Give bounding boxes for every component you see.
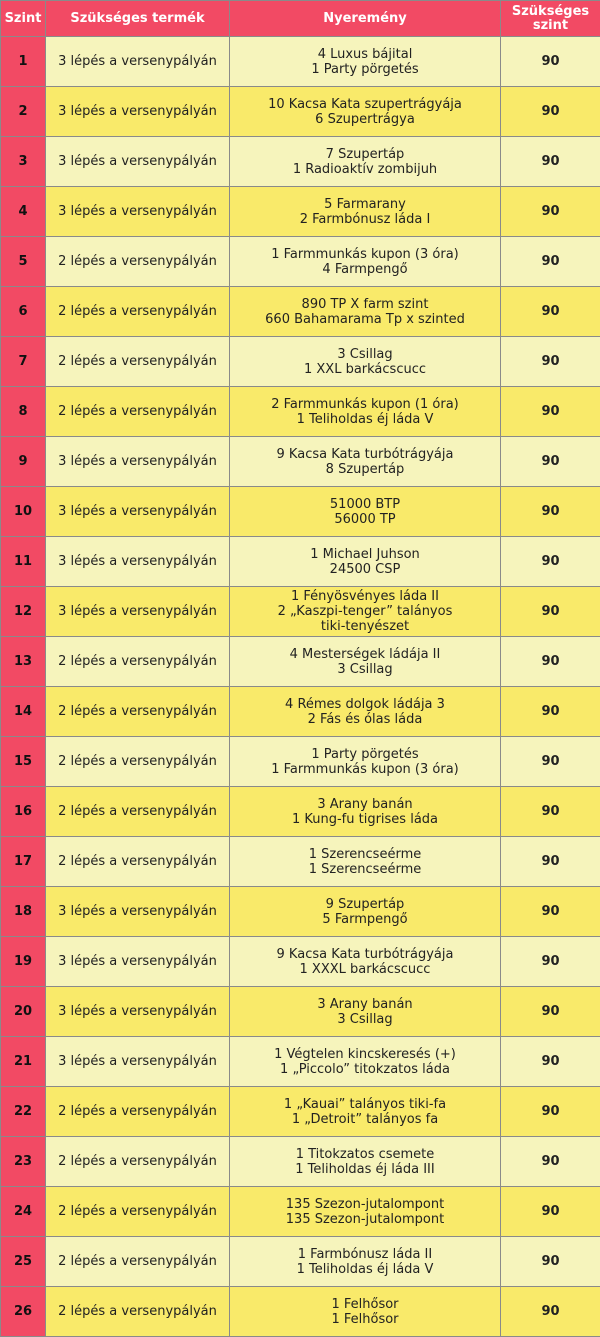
- nyeremeny-line: 3 Arany banán: [317, 996, 413, 1012]
- termek-cell: 2 lépés a versenypályán: [46, 787, 230, 837]
- nyeremeny-line: 51000 BTP: [329, 496, 401, 512]
- nyeremeny-line: 135 Szezon-jutalompont: [285, 1211, 445, 1227]
- nyeremeny-line: 2 Farmmunkás kupon (1 óra): [271, 396, 459, 412]
- nyeremeny-line: 8 Szupertáp: [325, 461, 405, 477]
- header-szukseges-szint-line: szint: [532, 17, 569, 33]
- szint-cell: 2: [1, 87, 46, 137]
- szukseges-szint-cell: 90: [501, 387, 600, 437]
- nyeremeny-line: 1 Szerencseérme: [308, 846, 422, 862]
- nyeremeny-cell: [230, 637, 501, 687]
- nyeremeny-line: 135 Szezon-jutalompont: [285, 1196, 445, 1212]
- table-row: [1, 787, 600, 837]
- szukseges-szint-cell: 90: [501, 787, 600, 837]
- header-nyeremeny: Nyeremény: [230, 1, 501, 37]
- szint-cell: 14: [1, 687, 46, 737]
- termek-cell: 2 lépés a versenypályán: [46, 1137, 230, 1187]
- table-row: [1, 637, 600, 687]
- nyeremeny-cell: [230, 987, 501, 1037]
- termek-cell: 2 lépés a versenypályán: [46, 637, 230, 687]
- szint-cell: 1: [1, 37, 46, 87]
- nyeremeny-line: 5 Farmarany: [324, 196, 406, 212]
- szint-cell: 8: [1, 387, 46, 437]
- table-row: [1, 987, 600, 1037]
- termek-cell: 3 lépés a versenypályán: [46, 437, 230, 487]
- nyeremeny-line: 4 Mesterségek ládája II: [289, 646, 441, 662]
- nyeremeny-line: 10 Kacsa Kata szupertrágyája: [268, 96, 462, 112]
- table-row: [1, 187, 600, 237]
- nyeremeny-cell: [230, 187, 501, 237]
- nyeremeny-line: 1 „Piccolo” titokzatos láda: [280, 1061, 450, 1077]
- table-row: [1, 287, 600, 337]
- table-row: [1, 1037, 600, 1087]
- nyeremeny-cell: [230, 87, 501, 137]
- nyeremeny-cell: [230, 1087, 501, 1137]
- termek-cell: 2 lépés a versenypályán: [46, 1187, 230, 1237]
- nyeremeny-cell: [230, 687, 501, 737]
- nyeremeny-line: 890 TP X farm szint: [301, 296, 429, 312]
- nyeremeny-line: 1 Farmbónusz láda II: [297, 1246, 433, 1262]
- szint-cell: 19: [1, 937, 46, 987]
- szukseges-szint-cell: 90: [501, 487, 600, 537]
- nyeremeny-line: 3 Arany banán: [317, 796, 413, 812]
- nyeremeny-line: 1 Szerencseérme: [308, 861, 422, 877]
- termek-cell: 3 lépés a versenypályán: [46, 87, 230, 137]
- table-row: [1, 887, 600, 937]
- szukseges-szint-cell: 90: [501, 187, 600, 237]
- nyeremeny-line: 5 Farmpengő: [322, 911, 408, 927]
- szukseges-szint-cell: 90: [501, 587, 600, 637]
- szukseges-szint-cell: 90: [501, 937, 600, 987]
- nyeremeny-cell: [230, 1237, 501, 1287]
- nyeremeny-cell: [230, 837, 501, 887]
- nyeremeny-line: 2 Farmbónusz láda I: [299, 211, 431, 227]
- nyeremeny-line: 4 Luxus bájital: [317, 46, 413, 62]
- nyeremeny-cell: [230, 1187, 501, 1237]
- header-termek: Szükséges termék: [46, 1, 230, 37]
- termek-cell: 3 lépés a versenypályán: [46, 887, 230, 937]
- termek-cell: 2 lépés a versenypályán: [46, 1237, 230, 1287]
- table-row: [1, 1187, 600, 1237]
- nyeremeny-cell: [230, 237, 501, 287]
- table-row: [1, 37, 600, 87]
- termek-cell: 2 lépés a versenypályán: [46, 387, 230, 437]
- szukseges-szint-cell: 90: [501, 1237, 600, 1287]
- nyeremeny-line: 1 Teliholdas éj láda III: [295, 1161, 435, 1177]
- termek-cell: 3 lépés a versenypályán: [46, 137, 230, 187]
- termek-cell: 3 lépés a versenypályán: [46, 537, 230, 587]
- termek-cell: 2 lépés a versenypályán: [46, 287, 230, 337]
- header-szint: Szint: [1, 1, 46, 37]
- szint-cell: 9: [1, 437, 46, 487]
- nyeremeny-cell: [230, 787, 501, 837]
- header-row: [1, 1, 600, 37]
- szukseges-szint-cell: 90: [501, 87, 600, 137]
- termek-cell: 2 lépés a versenypályán: [46, 1287, 230, 1337]
- nyeremeny-line: 1 Teliholdas éj láda V: [296, 1261, 434, 1277]
- szint-cell: 12: [1, 587, 46, 637]
- nyeremeny-line: 1 Felhősor: [331, 1311, 399, 1327]
- nyeremeny-line: 7 Szupertáp: [325, 146, 405, 162]
- table-row: [1, 587, 600, 637]
- table-row: [1, 537, 600, 587]
- nyeremeny-line: 1 Fényösvényes láda II: [291, 589, 439, 604]
- nyeremeny-cell: [230, 887, 501, 937]
- table-row: [1, 1087, 600, 1137]
- szukseges-szint-cell: 90: [501, 887, 600, 937]
- table-row: [1, 687, 600, 737]
- table-row: [1, 837, 600, 887]
- szint-cell: 16: [1, 787, 46, 837]
- nyeremeny-line: 1 Party pörgetés: [311, 746, 419, 762]
- table-row: [1, 1237, 600, 1287]
- szukseges-szint-cell: 90: [501, 1287, 600, 1337]
- szint-cell: 20: [1, 987, 46, 1037]
- nyeremeny-line: 3 Csillag: [337, 346, 393, 362]
- table-row: [1, 1137, 600, 1187]
- szukseges-szint-cell: 90: [501, 737, 600, 787]
- szukseges-szint-cell: 90: [501, 837, 600, 887]
- nyeremeny-line: 9 Kacsa Kata turbótrágyája: [276, 946, 454, 962]
- termek-cell: 2 lépés a versenypályán: [46, 837, 230, 887]
- nyeremeny-line: 9 Kacsa Kata turbótrágyája: [276, 446, 454, 462]
- nyeremeny-cell: [230, 1037, 501, 1087]
- nyeremeny-cell: [230, 537, 501, 587]
- szint-cell: 23: [1, 1137, 46, 1187]
- szint-cell: 11: [1, 537, 46, 587]
- table-header: [1, 1, 600, 37]
- table-body: [1, 37, 600, 1337]
- nyeremeny-line: 1 Radioaktív zombijuh: [292, 161, 438, 177]
- table-row: [1, 737, 600, 787]
- szint-cell: 6: [1, 287, 46, 337]
- nyeremeny-cell: [230, 387, 501, 437]
- nyeremeny-line: 2 Fás és ólas láda: [307, 711, 423, 727]
- termek-cell: 3 lépés a versenypályán: [46, 187, 230, 237]
- szukseges-szint-cell: 90: [501, 687, 600, 737]
- szint-cell: 21: [1, 1037, 46, 1087]
- nyeremeny-line: 24500 CSP: [329, 561, 401, 577]
- termek-cell: 3 lépés a versenypályán: [46, 937, 230, 987]
- szukseges-szint-cell: 90: [501, 437, 600, 487]
- szukseges-szint-cell: 90: [501, 1037, 600, 1087]
- nyeremeny-line: 1 XXXL barkácscucc: [299, 961, 431, 977]
- table-row: [1, 487, 600, 537]
- nyeremeny-line: 1 „Detroit” talányos fa: [291, 1111, 439, 1127]
- szukseges-szint-cell: 90: [501, 1187, 600, 1237]
- nyeremeny-line: 1 Titokzatos csemete: [295, 1146, 435, 1162]
- nyeremeny-line: 56000 TP: [334, 511, 396, 527]
- nyeremeny-line: 1 Michael Juhson: [310, 546, 420, 562]
- header-szukseges-szint: [501, 1, 600, 37]
- termek-cell: 2 lépés a versenypályán: [46, 687, 230, 737]
- nyeremeny-cell: [230, 1137, 501, 1187]
- nyeremeny-line: 1 XXL barkácscucc: [303, 361, 427, 377]
- nyeremeny-line: 1 Felhősor: [331, 1296, 399, 1312]
- szint-cell: 10: [1, 487, 46, 537]
- nyeremeny-line: 1 Teliholdas éj láda V: [296, 411, 434, 427]
- nyeremeny-line: 660 Bahamarama Tp x szinted: [265, 311, 465, 327]
- szint-cell: 13: [1, 637, 46, 687]
- nyeremeny-line: 3 Csillag: [337, 1011, 393, 1027]
- table-row: [1, 937, 600, 987]
- nyeremeny-cell: [230, 937, 501, 987]
- nyeremeny-line: 1 Farmmunkás kupon (3 óra): [271, 761, 459, 777]
- nyeremeny-line: 1 Party pörgetés: [311, 61, 419, 77]
- nyeremeny-line: tiki-tenyészet: [320, 619, 410, 634]
- termek-cell: 3 lépés a versenypályán: [46, 37, 230, 87]
- termek-cell: 3 lépés a versenypályán: [46, 987, 230, 1037]
- termek-cell: 2 lépés a versenypályán: [46, 737, 230, 787]
- nyeremeny-cell: [230, 737, 501, 787]
- nyeremeny-line: 1 Végtelen kincskeresés (+): [274, 1046, 456, 1062]
- nyeremeny-cell: [230, 37, 501, 87]
- table-row: [1, 1287, 600, 1337]
- nyeremeny-cell: [230, 287, 501, 337]
- nyeremeny-line: 6 Szupertrágya: [315, 111, 415, 127]
- szint-cell: 5: [1, 237, 46, 287]
- nyeremeny-line: 1 „Kauai” talányos tiki-fa: [283, 1096, 447, 1112]
- nyeremeny-cell: [230, 487, 501, 537]
- termek-cell: 3 lépés a versenypályán: [46, 1037, 230, 1087]
- szint-cell: 15: [1, 737, 46, 787]
- szint-cell: 7: [1, 337, 46, 387]
- szint-cell: 18: [1, 887, 46, 937]
- nyeremeny-line: 4 Rémes dolgok ládája 3: [285, 696, 445, 712]
- table-row: [1, 87, 600, 137]
- nyeremeny-cell: [230, 1287, 501, 1337]
- table-row: [1, 137, 600, 187]
- szukseges-szint-cell: 90: [501, 987, 600, 1037]
- table-row: [1, 237, 600, 287]
- szukseges-szint-cell: 90: [501, 137, 600, 187]
- header-szukseges-szint-line: Szükséges: [511, 3, 590, 19]
- table-row: [1, 387, 600, 437]
- table-row: [1, 437, 600, 487]
- szukseges-szint-cell: 90: [501, 1087, 600, 1137]
- nyeremeny-cell: [230, 437, 501, 487]
- szukseges-szint-cell: 90: [501, 637, 600, 687]
- szint-cell: 26: [1, 1287, 46, 1337]
- szukseges-szint-cell: 90: [501, 287, 600, 337]
- nyeremeny-line: 9 Szupertáp: [325, 896, 405, 912]
- nyeremeny-cell: [230, 587, 501, 637]
- nyeremeny-cell: [230, 137, 501, 187]
- termek-cell: 2 lépés a versenypályán: [46, 237, 230, 287]
- table-row: [1, 337, 600, 387]
- nyeremeny-cell: [230, 337, 501, 387]
- nyeremeny-line: 1 Kung-fu tigrises láda: [291, 811, 439, 827]
- szint-cell: 17: [1, 837, 46, 887]
- nyeremeny-line: 1 Farmmunkás kupon (3 óra): [271, 246, 459, 262]
- termek-cell: 2 lépés a versenypályán: [46, 337, 230, 387]
- szint-cell: 25: [1, 1237, 46, 1287]
- nyeremeny-line: 3 Csillag: [337, 661, 393, 677]
- nyeremeny-line: 4 Farmpengő: [322, 261, 408, 277]
- szukseges-szint-cell: 90: [501, 337, 600, 387]
- szukseges-szint-cell: 90: [501, 1137, 600, 1187]
- nyeremeny-line: 2 „Kaszpi-tenger” talányos: [277, 604, 453, 619]
- termek-cell: 3 lépés a versenypályán: [46, 487, 230, 537]
- szukseges-szint-cell: 90: [501, 537, 600, 587]
- szint-cell: 22: [1, 1087, 46, 1137]
- szint-cell: 3: [1, 137, 46, 187]
- szukseges-szint-cell: 90: [501, 237, 600, 287]
- szint-cell: 24: [1, 1187, 46, 1237]
- szukseges-szint-cell: 90: [501, 37, 600, 87]
- termek-cell: 2 lépés a versenypályán: [46, 1087, 230, 1137]
- szint-cell: 4: [1, 187, 46, 237]
- termek-cell: 3 lépés a versenypályán: [46, 587, 230, 637]
